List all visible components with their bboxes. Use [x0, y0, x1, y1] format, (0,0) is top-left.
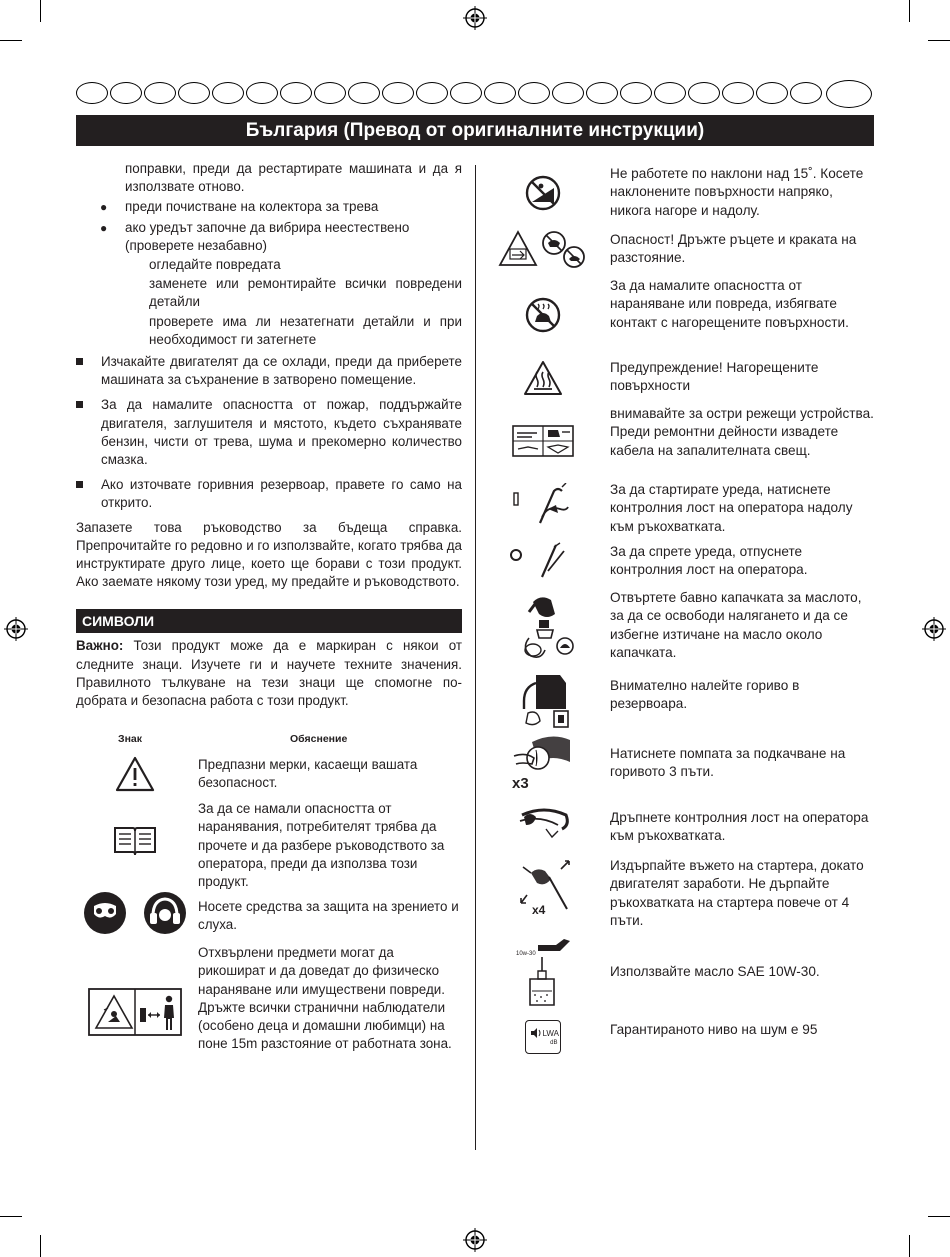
crop-mark — [40, 1235, 41, 1257]
continued-text: поправки, преди да рестартирате машината и да я използвате отново. — [125, 161, 462, 195]
symbol-row: Предпазни мерки, касаещи вашата безопасност. — [76, 756, 462, 790]
crop-mark — [0, 1216, 22, 1217]
oil-cap-icon — [490, 589, 595, 667]
column-header-sign: Знак — [118, 733, 143, 746]
language-tab — [144, 82, 176, 104]
starter-rope-icon — [490, 859, 595, 919]
language-tab — [212, 82, 244, 104]
symbols-table-header — [76, 730, 462, 746]
crop-mark — [0, 40, 22, 41]
language-tab — [450, 82, 482, 104]
manual-book-icon — [76, 824, 194, 856]
column-header-explanation: Обяснение — [290, 733, 348, 746]
language-tab — [246, 82, 278, 104]
column-divider — [475, 165, 476, 1150]
bullet-square-icon — [76, 358, 83, 365]
language-tab — [552, 82, 584, 104]
sub-item: заменете или ремонтирайте всички повредени детайли — [149, 276, 462, 310]
oil-grade-label: 10w-30 — [516, 951, 536, 957]
language-tab — [654, 82, 686, 104]
crop-mark — [909, 1235, 910, 1257]
warning-triangle-icon — [76, 756, 194, 792]
start-lever-icon — [490, 483, 595, 527]
bullet-dot-icon: ● — [100, 220, 108, 235]
language-tab — [518, 82, 550, 104]
list-item: ● ако уредът започне да вибрира неестествено (проверете незабавно) — [100, 219, 410, 253]
list-item: Изчакайте двигателят да се охлади, преди да приберете машината за съхранение в затворено помещение. — [76, 353, 462, 389]
registration-mark-icon — [922, 617, 946, 641]
registration-mark-icon — [463, 1228, 487, 1252]
sub-item: проверете има ли незатегнати детайли и при необходимост ги затегнете — [149, 313, 462, 347]
bullet-square-icon — [76, 481, 83, 488]
list-item: Ако източвате горивния резервоар, правете го само на открито. — [76, 476, 462, 512]
language-tabs — [76, 80, 874, 108]
page-title: България (Превод от оригиналните инструкции) — [76, 115, 874, 146]
language-tab — [314, 82, 346, 104]
eye-ear-protection-icon — [76, 890, 194, 936]
crop-mark — [928, 40, 950, 41]
registration-mark-icon — [463, 6, 487, 30]
crop-mark — [928, 1216, 950, 1217]
count-badge: x3 — [512, 775, 529, 792]
crop-mark — [40, 0, 41, 22]
no-hot-surface-contact-icon — [490, 295, 595, 335]
no-slope-icon — [490, 173, 595, 213]
language-tab-active — [826, 80, 872, 108]
language-tab — [620, 82, 652, 104]
hot-surface-warning-icon — [490, 359, 595, 397]
bullet-square-icon — [76, 401, 83, 408]
left-column — [76, 160, 462, 1090]
language-tab — [76, 82, 108, 104]
oil-sae-icon — [490, 935, 595, 1007]
noise-unit-label: dB — [550, 1039, 558, 1046]
language-tab — [722, 82, 754, 104]
bullet-dot-icon: ● — [100, 200, 108, 215]
keep-hands-feet-away-icon — [490, 229, 595, 269]
fuel-fill-icon — [490, 667, 595, 731]
crop-mark — [909, 0, 910, 22]
language-tab — [586, 82, 618, 104]
language-tab — [790, 82, 822, 104]
language-tab — [280, 82, 312, 104]
symbol-row: Отхвърлени предмети могат да рикошират и да доведат до физическо нараняване или имуществени повреди. Дръжте всички странични наблюдатели (особено деца и домашни любимци) на поне 15m разстояние от работната зона. — [76, 944, 462, 1090]
list-item: За да намалите опасността от пожар, поддържайте двигателя, заглушителя и мястото, където съхранявате бензин, чисти от трева, шума и прекомерно количество смазка. — [76, 396, 462, 469]
language-tab — [484, 82, 516, 104]
section-title-symbols: СИМВОЛИ — [76, 609, 462, 633]
symbol-row: Носете средства за защита на зрението и слуха. — [76, 898, 462, 942]
sharp-blades-spark-plug-icon — [490, 421, 595, 461]
language-tab — [110, 82, 142, 104]
stop-lever-icon — [490, 539, 595, 583]
language-tab — [348, 82, 380, 104]
language-tab — [382, 82, 414, 104]
language-tab — [756, 82, 788, 104]
language-tab — [416, 82, 448, 104]
keep-manual-text: Запазете това ръководство за бъдеща справка. Препрочитайте го редовно и го използвайте, когато трябва да инструктирате друго лице, което ще борави с този продукт. Ако заемате някому този уред, му предайте и ръководството. — [76, 519, 462, 590]
important-note: Важно: Този продукт може да е маркиран с някои от следните знаци. Изучете ги и научете техните значения. Правилното тълкуване на тези знаци ще спомогне по-добрата и безопасна работа с този продукт. — [76, 638, 462, 709]
primer-bulb-icon — [490, 733, 595, 795]
sub-item: огледайте повредата — [149, 257, 281, 273]
symbol-row: За да се намали опасността от наранявания, потребителят трябва да прочете и да разбере ръководството за оператора, преди да използва този продукт. — [76, 800, 462, 890]
pull-lever-icon — [490, 801, 595, 845]
count-badge: x4 — [532, 903, 546, 917]
noise-symbol-label: LWA — [542, 1029, 559, 1038]
list-item: ● преди почистване на колектора за трева — [76, 198, 462, 216]
language-tab — [178, 82, 210, 104]
registration-mark-icon — [4, 617, 28, 641]
thrown-objects-distance-icon — [76, 988, 194, 1036]
noise-level-icon — [490, 1019, 595, 1055]
language-tab — [688, 82, 720, 104]
